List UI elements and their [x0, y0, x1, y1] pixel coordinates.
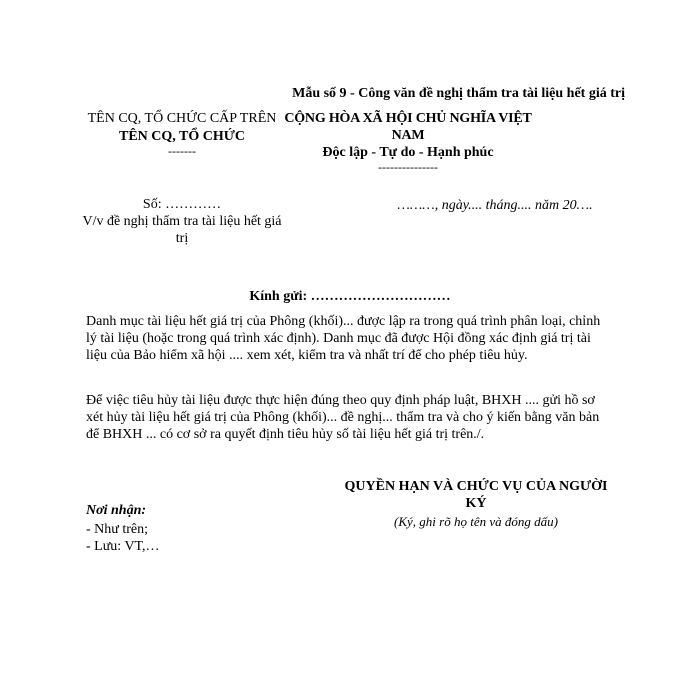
agency-name: TÊN CQ, TỔ CHỨC: [118, 129, 245, 144]
document-subject: V/v đề nghị thẩm tra tài liệu hết giá trị: [82, 214, 282, 246]
nation-name: CỘNG HÒA XÃ HỘI CHỦ NGHĨA VIỆT NAM: [284, 111, 532, 143]
signature-note: (Ký, ghi rõ họ tên và đóng dấu): [394, 514, 558, 529]
body-paragraph-2: Để việc tiêu hủy tài liệu được thực hiện đúng theo quy định pháp luật, BHXH .... gửi hồ sơ xét hủy tài liệu hết giá trị của Phông (khối)... đề nghị... thẩm tra và cho ý kiến bằng văn bản để BHXH ... có cơ sở ra quyết định tiêu hủy số tài liệu hết giá trị trên./.: [86, 393, 600, 442]
document-number: Số: …………: [142, 197, 222, 212]
recipients-title: Nơi nhận:: [86, 503, 147, 518]
form-title: Mẫu số 9 - Công văn đề nghị thẩm tra tài liệu hết giá trị: [292, 86, 625, 101]
signature-block: [336, 478, 616, 530]
motto-separator: ---------------: [378, 160, 438, 174]
document-number-block: [82, 196, 282, 247]
recipient-item: - Như trên;: [86, 522, 149, 537]
body-paragraph-1: Danh mục tài liệu hết giá trị của Phông (khối)... được lập ra trong quá trình phân loại, chỉnh lý tài liệu (hoặc trong quá trình xác định). Danh mục đã được Hội đồng xác định giá trị tài liệu của Bảo hiểm xã hội .... xem xét, kiểm tra và nhất trí để cho phép tiêu hủy.: [86, 314, 601, 363]
parent-agency-name: TÊN CQ, TỔ CHỨC CẤP TRÊN: [87, 111, 277, 126]
issuing-agency-header: [82, 110, 282, 157]
recipients-block: [86, 502, 286, 555]
date-line: ………, ngày.... tháng.... năm 20….: [397, 198, 593, 213]
national-motto: Độc lập - Tự do - Hạnh phúc: [322, 145, 494, 160]
agency-separator: -------: [168, 144, 196, 158]
recipient-line: Kính gửi: …………………………: [249, 289, 451, 304]
recipient-item: - Lưu: VT,…: [86, 539, 160, 554]
signer-role: QUYỀN HẠN VÀ CHỨC VỤ CỦA NGƯỜI KÝ: [344, 479, 608, 511]
national-header: [268, 110, 548, 173]
